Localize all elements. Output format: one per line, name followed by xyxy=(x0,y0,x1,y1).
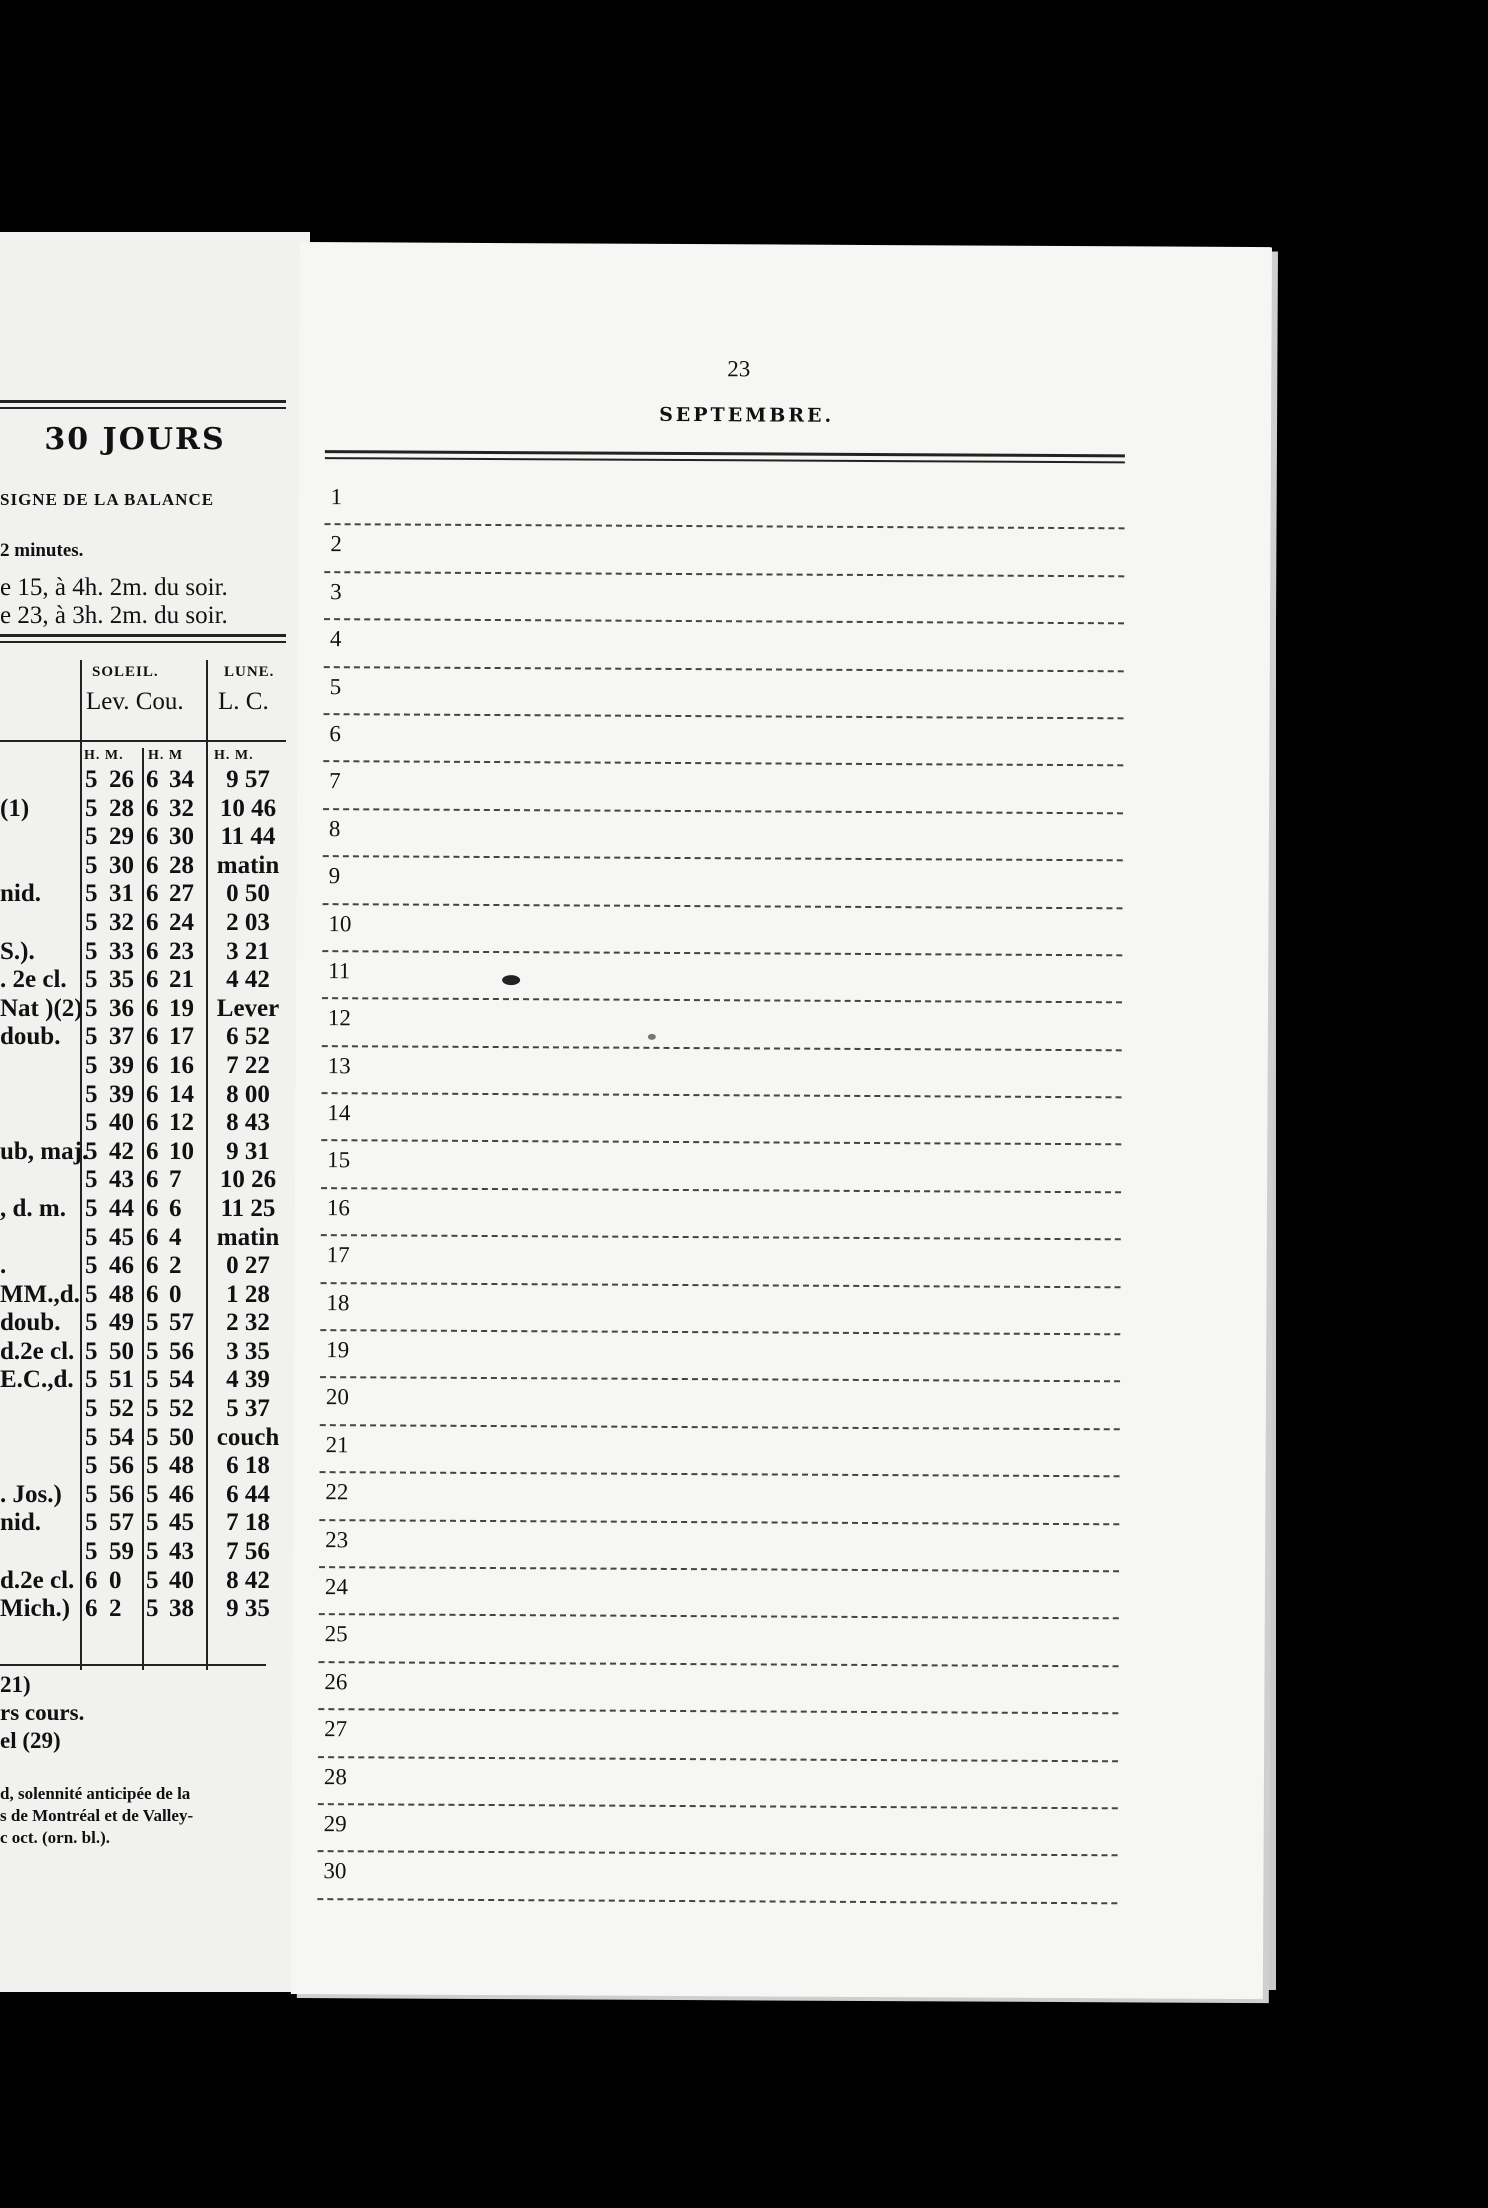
table-row xyxy=(0,995,290,1024)
rise-minute-cell: 31 xyxy=(109,880,134,908)
table-row xyxy=(0,1424,290,1453)
lc-header: L. C. xyxy=(218,688,269,715)
rise-minute-cell: 44 xyxy=(109,1194,134,1222)
table-row xyxy=(0,1281,290,1310)
right-page xyxy=(291,242,1272,1999)
set-minute-cell: 7 xyxy=(169,1166,182,1194)
rise-hour-cell: 5 xyxy=(85,1366,98,1394)
minutes-note: 2 minutes. xyxy=(0,540,84,561)
day-line xyxy=(320,1379,1120,1431)
set-minute-cell: 16 xyxy=(169,1051,194,1079)
set-hour-cell: 6 xyxy=(146,1137,159,1165)
rise-minute-cell: 43 xyxy=(109,1166,134,1194)
day-number: 17 xyxy=(326,1242,350,1268)
page-number: 23 xyxy=(727,356,751,382)
moon-cell: 7 56 xyxy=(226,1538,270,1566)
set-minute-cell: 34 xyxy=(169,766,194,793)
rise-minute-cell: 39 xyxy=(109,1051,134,1079)
day-number: 18 xyxy=(326,1289,350,1315)
set-minute-cell: 50 xyxy=(169,1423,194,1451)
set-hour-cell: 6 xyxy=(146,1280,159,1308)
table-row xyxy=(0,1509,290,1538)
rise-hour-cell: 5 xyxy=(85,794,98,822)
moon-cell: 8 00 xyxy=(226,1080,270,1108)
day-line xyxy=(319,1473,1119,1525)
day-number: 12 xyxy=(327,1005,352,1031)
set-minute-cell: 0 xyxy=(169,1280,182,1308)
rise-minute-cell: 45 xyxy=(109,1223,134,1251)
table-row xyxy=(0,1395,290,1424)
moon-cell: 3 21 xyxy=(226,937,270,965)
moon-cell: 2 03 xyxy=(226,908,270,936)
moon-cell: 4 42 xyxy=(226,966,270,994)
set-hour-cell: 5 xyxy=(146,1480,159,1508)
moon-cell: 0 27 xyxy=(226,1252,270,1280)
table-row xyxy=(0,909,290,938)
feast-cell: Nat )(2) xyxy=(0,994,83,1022)
day-line xyxy=(321,1094,1121,1146)
day-line xyxy=(323,762,1123,814)
day-number: 10 xyxy=(328,910,352,936)
moon-cell: 11 25 xyxy=(220,1194,276,1222)
month-title: 30 JOURS xyxy=(44,422,226,457)
moon-cell: 6 44 xyxy=(226,1480,270,1508)
rise-hour-cell: 5 xyxy=(85,1280,98,1308)
set-hour-cell: 6 xyxy=(146,994,159,1022)
set-hour-cell: 6 xyxy=(146,823,159,851)
day-line xyxy=(320,1331,1120,1383)
moon-cell: 7 18 xyxy=(226,1509,270,1537)
feast-cell: E.C.,d. xyxy=(0,1366,74,1394)
day-number: 4 xyxy=(329,626,342,652)
feast-cell: Mich.) xyxy=(0,1595,71,1623)
header-rule xyxy=(0,634,286,643)
set-minute-cell: 48 xyxy=(169,1452,194,1480)
set-hour-cell: 6 xyxy=(146,937,159,965)
rise-minute-cell: 2 xyxy=(109,1595,122,1623)
feast-cell: doub. xyxy=(0,1023,61,1051)
rise-hour-cell: 5 xyxy=(85,823,98,851)
lev-units: H. M. xyxy=(84,748,124,763)
rise-minute-cell: 46 xyxy=(109,1252,134,1280)
set-minute-cell: 21 xyxy=(169,966,194,994)
set-hour-cell: 6 xyxy=(146,1252,159,1280)
set-minute-cell: 46 xyxy=(169,1480,194,1508)
set-hour-cell: 5 xyxy=(146,1366,159,1394)
rise-hour-cell: 5 xyxy=(85,994,98,1022)
day-number: 2 xyxy=(330,531,342,557)
moon-cell: 10 26 xyxy=(219,1166,277,1194)
moon-cell: 8 43 xyxy=(226,1109,270,1137)
rise-hour-cell: 5 xyxy=(85,1080,98,1108)
table-row xyxy=(0,938,290,967)
day-line xyxy=(322,999,1122,1051)
day-number: 3 xyxy=(330,578,342,605)
rise-minute-cell: 59 xyxy=(109,1538,134,1566)
day-number: 29 xyxy=(323,1811,347,1837)
rise-minute-cell: 35 xyxy=(109,966,134,994)
note-line-1: d, solennité anticipée de la xyxy=(0,1784,191,1803)
set-minute-cell: 30 xyxy=(169,823,194,851)
rise-minute-cell: 49 xyxy=(109,1309,134,1337)
table-row xyxy=(0,795,290,824)
set-minute-cell: 4 xyxy=(169,1223,182,1251)
moon-cell: 2 32 xyxy=(226,1309,270,1337)
day-lines xyxy=(317,478,1124,1904)
feast-cell: doub. xyxy=(0,1309,61,1337)
day-line xyxy=(322,952,1122,1004)
lune-units: H. M. xyxy=(214,748,254,763)
moon-cell: 4 39 xyxy=(226,1366,270,1394)
moon-cell: 9 57 xyxy=(226,766,270,793)
set-minute-cell: 27 xyxy=(169,880,194,908)
rise-minute-cell: 56 xyxy=(109,1480,134,1508)
table-row xyxy=(0,852,290,881)
day-line xyxy=(324,573,1124,625)
moon-cell: 9 31 xyxy=(226,1137,270,1165)
lev-cou-header: Lev. Cou. xyxy=(86,688,184,715)
rise-hour-cell: 5 xyxy=(85,1137,98,1165)
set-hour-cell: 6 xyxy=(146,966,159,994)
day-number: 22 xyxy=(325,1479,349,1505)
feast-cell: , d. m. xyxy=(0,1194,66,1222)
rise-hour-cell: 5 xyxy=(85,1023,98,1051)
rise-hour-cell: 5 xyxy=(85,966,98,994)
day-number: 1 xyxy=(330,484,343,510)
day-line xyxy=(322,1047,1122,1099)
rise-hour-cell: 5 xyxy=(85,908,98,936)
month-heading: SEPTEMBRE. xyxy=(659,403,835,427)
feast-cell: d.2e cl. xyxy=(0,1337,75,1365)
rise-hour-cell: 5 xyxy=(85,1194,98,1222)
day-line xyxy=(324,526,1124,578)
set-minute-cell: 52 xyxy=(169,1395,194,1423)
table-row xyxy=(0,1109,290,1138)
feast-cell: ub, maj. xyxy=(0,1137,89,1165)
moon-cell: 10 46 xyxy=(219,794,277,822)
feast-cell: . xyxy=(0,1252,7,1280)
rise-hour-cell: 5 xyxy=(85,1395,98,1423)
zodiac-sign: SIGNE DE LA BALANCE xyxy=(0,490,215,509)
day-number: 13 xyxy=(327,1052,351,1078)
set-minute-cell: 54 xyxy=(169,1366,194,1394)
rise-hour-cell: 5 xyxy=(85,1252,98,1280)
day-number: 24 xyxy=(324,1574,349,1600)
rise-hour-cell: 5 xyxy=(85,1423,98,1451)
day-line xyxy=(324,668,1124,720)
rise-minute-cell: 30 xyxy=(109,851,134,879)
table-row xyxy=(0,1224,290,1253)
set-minute-cell: 2 xyxy=(169,1252,182,1280)
set-hour-cell: 6 xyxy=(146,1223,159,1251)
set-minute-cell: 14 xyxy=(169,1080,194,1108)
moon-cell: matin xyxy=(216,1223,280,1251)
day-number: 5 xyxy=(329,673,342,699)
day-line xyxy=(321,1142,1121,1194)
set-hour-cell: 6 xyxy=(146,1051,159,1079)
set-hour-cell: 6 xyxy=(146,880,159,908)
rise-minute-cell: 48 xyxy=(109,1280,134,1308)
title-rule xyxy=(0,400,286,409)
moon-cell: Lever xyxy=(216,994,280,1022)
rise-hour-cell: 5 xyxy=(85,1538,98,1566)
table-row xyxy=(0,1567,290,1596)
table-row xyxy=(0,1452,290,1481)
day-line xyxy=(318,1758,1118,1810)
rise-minute-cell: 32 xyxy=(109,908,134,936)
rise-hour-cell: 5 xyxy=(85,1109,98,1137)
set-minute-cell: 56 xyxy=(169,1337,194,1365)
set-minute-cell: 19 xyxy=(169,994,194,1022)
feast-cell: S.). xyxy=(0,937,35,965)
set-minute-cell: 45 xyxy=(169,1509,194,1537)
day-line xyxy=(325,478,1125,530)
table-row xyxy=(0,880,290,909)
rise-minute-cell: 52 xyxy=(109,1395,134,1423)
day-line xyxy=(319,1615,1119,1667)
set-hour-cell: 6 xyxy=(146,1194,159,1222)
set-minute-cell: 12 xyxy=(169,1109,194,1137)
lune-header: LUNE. xyxy=(224,664,275,680)
day-line xyxy=(318,1805,1118,1857)
rise-minute-cell: 37 xyxy=(109,1023,134,1051)
day-number: 15 xyxy=(327,1147,351,1173)
day-number: 20 xyxy=(325,1384,350,1410)
rise-hour-cell: 5 xyxy=(85,851,98,879)
day-number: 11 xyxy=(328,958,351,984)
day-line xyxy=(323,810,1123,862)
rise-hour-cell: 5 xyxy=(85,1166,98,1194)
moon-cell: couch xyxy=(216,1423,280,1451)
feast-cell: (1) xyxy=(0,794,30,822)
table-row xyxy=(0,1023,290,1052)
set-hour-cell: 6 xyxy=(146,1109,159,1137)
table-row xyxy=(0,1138,290,1167)
day-line xyxy=(321,1236,1121,1288)
table-row xyxy=(0,1166,290,1195)
table-row xyxy=(0,1195,290,1224)
moon-cell: 7 22 xyxy=(226,1051,270,1079)
ink-speck xyxy=(502,975,520,985)
day-number: 16 xyxy=(326,1195,351,1221)
left-page xyxy=(0,232,310,1992)
rise-minute-cell: 33 xyxy=(109,937,134,965)
footer-rule xyxy=(0,1664,266,1666)
set-minute-cell: 28 xyxy=(169,851,194,879)
rise-minute-cell: 40 xyxy=(109,1109,134,1137)
rise-minute-cell: 56 xyxy=(109,1452,134,1480)
rise-minute-cell: 0 xyxy=(109,1566,122,1594)
footnote-3: el (29) xyxy=(0,1728,61,1753)
rise-minute-cell: 57 xyxy=(109,1509,134,1537)
set-hour-cell: 5 xyxy=(146,1395,159,1423)
set-hour-cell: 6 xyxy=(146,908,159,936)
rise-hour-cell: 5 xyxy=(85,880,98,908)
moon-phase-line-2: e 23, à 3h. 2m. du soir. xyxy=(0,602,228,629)
day-number: 19 xyxy=(326,1337,350,1363)
rise-hour-cell: 5 xyxy=(85,1051,98,1079)
feast-cell: nid. xyxy=(0,1509,42,1537)
table-rows xyxy=(0,766,290,1624)
moon-cell: 6 18 xyxy=(226,1452,270,1480)
heading-rule xyxy=(325,450,1125,463)
header-underline xyxy=(0,740,286,742)
feast-cell: . Jos.) xyxy=(0,1480,62,1508)
feast-cell: MM.,d. xyxy=(0,1280,80,1308)
rise-minute-cell: 39 xyxy=(109,1080,134,1108)
feast-cell: nid. xyxy=(0,880,42,908)
moon-cell: 11 44 xyxy=(220,823,276,851)
moon-cell: 3 35 xyxy=(226,1337,270,1365)
rise-minute-cell: 42 xyxy=(109,1137,134,1165)
set-minute-cell: 24 xyxy=(169,908,194,936)
day-number: 9 xyxy=(328,863,341,889)
day-line xyxy=(323,857,1123,909)
day-number: 28 xyxy=(323,1763,348,1789)
moon-cell: matin xyxy=(216,851,280,879)
day-line xyxy=(318,1710,1118,1762)
day-number: 21 xyxy=(325,1431,349,1458)
rise-hour-cell: 6 xyxy=(85,1595,98,1623)
set-minute-cell: 38 xyxy=(169,1595,194,1623)
table-row xyxy=(0,1052,290,1081)
cou-units: H. M xyxy=(148,748,184,763)
table-row xyxy=(0,1309,290,1338)
moon-cell: 5 37 xyxy=(226,1395,270,1423)
set-hour-cell: 5 xyxy=(146,1538,159,1566)
footnote-2: rs cours. xyxy=(0,1700,85,1725)
day-number: 6 xyxy=(329,721,341,747)
soleil-header: SOLEIL. xyxy=(92,664,159,680)
set-minute-cell: 10 xyxy=(169,1137,194,1165)
set-hour-cell: 5 xyxy=(146,1337,159,1365)
moon-cell: 6 52 xyxy=(226,1023,270,1051)
day-line xyxy=(322,905,1122,957)
set-hour-cell: 5 xyxy=(146,1452,159,1480)
table-row xyxy=(0,1595,290,1624)
rise-minute-cell: 29 xyxy=(109,823,134,851)
set-minute-cell: 32 xyxy=(169,794,194,822)
day-number: 7 xyxy=(329,768,341,794)
set-hour-cell: 6 xyxy=(146,851,159,879)
day-line xyxy=(317,1852,1117,1904)
set-hour-cell: 5 xyxy=(146,1595,159,1623)
footnote-1: 21) xyxy=(0,1672,31,1697)
set-minute-cell: 6 xyxy=(169,1194,182,1222)
rise-hour-cell: 5 xyxy=(85,766,98,793)
table-row xyxy=(0,766,290,795)
rise-minute-cell: 28 xyxy=(109,794,134,822)
note-line-2: s de Montréal et de Valley- xyxy=(0,1806,194,1825)
set-hour-cell: 5 xyxy=(146,1509,159,1537)
moon-cell: 1 28 xyxy=(226,1280,270,1308)
set-minute-cell: 17 xyxy=(169,1023,194,1051)
rise-hour-cell: 5 xyxy=(85,1223,98,1251)
rise-hour-cell: 5 xyxy=(85,1480,98,1508)
note-line-3: c oct. (orn. bl.). xyxy=(0,1828,111,1847)
table-row xyxy=(0,1081,290,1110)
rise-minute-cell: 51 xyxy=(109,1366,134,1394)
rise-hour-cell: 5 xyxy=(85,1452,98,1480)
moon-cell: 8 42 xyxy=(226,1566,270,1594)
day-line xyxy=(324,620,1124,672)
set-hour-cell: 6 xyxy=(146,766,159,793)
rise-minute-cell: 36 xyxy=(109,994,134,1022)
day-line xyxy=(320,1284,1120,1336)
set-hour-cell: 6 xyxy=(146,1080,159,1108)
table-row xyxy=(0,966,290,995)
moon-cell: 0 50 xyxy=(226,880,270,908)
ink-speck xyxy=(648,1034,656,1040)
moon-cell: 9 35 xyxy=(226,1595,270,1623)
table-row xyxy=(0,1252,290,1281)
set-minute-cell: 23 xyxy=(169,937,194,965)
set-hour-cell: 6 xyxy=(146,1166,159,1194)
set-minute-cell: 43 xyxy=(169,1538,194,1566)
day-line xyxy=(321,1189,1121,1241)
table-row xyxy=(0,823,290,852)
day-number: 23 xyxy=(325,1526,349,1552)
day-line xyxy=(318,1663,1118,1715)
set-hour-cell: 6 xyxy=(146,794,159,822)
day-number: 26 xyxy=(324,1668,348,1695)
table-row xyxy=(0,1538,290,1567)
rise-minute-cell: 26 xyxy=(109,766,134,793)
rise-minute-cell: 54 xyxy=(109,1423,134,1451)
set-minute-cell: 40 xyxy=(169,1566,194,1594)
day-number: 25 xyxy=(324,1621,348,1647)
rise-hour-cell: 5 xyxy=(85,1509,98,1537)
day-number: 8 xyxy=(328,815,341,841)
feast-cell: . 2e cl. xyxy=(0,966,67,994)
table-row xyxy=(0,1366,290,1395)
rise-hour-cell: 5 xyxy=(85,937,98,965)
set-hour-cell: 5 xyxy=(146,1566,159,1594)
day-number: 14 xyxy=(327,1100,351,1126)
day-line xyxy=(323,715,1123,767)
moon-phase-line-1: e 15, à 4h. 2m. du soir. xyxy=(0,574,228,601)
day-number: 27 xyxy=(324,1716,348,1742)
day-number: 30 xyxy=(323,1858,347,1884)
rise-hour-cell: 6 xyxy=(85,1566,98,1594)
day-line xyxy=(319,1568,1119,1620)
set-hour-cell: 5 xyxy=(146,1309,159,1337)
day-line xyxy=(320,1426,1120,1478)
feast-cell: d.2e cl. xyxy=(0,1566,75,1594)
rise-hour-cell: 5 xyxy=(85,1337,98,1365)
set-hour-cell: 6 xyxy=(146,1023,159,1051)
set-minute-cell: 57 xyxy=(169,1309,194,1337)
rise-minute-cell: 50 xyxy=(109,1337,134,1365)
table-row xyxy=(0,1481,290,1510)
day-line xyxy=(319,1521,1119,1573)
set-hour-cell: 5 xyxy=(146,1423,159,1451)
rise-hour-cell: 5 xyxy=(85,1309,98,1337)
table-row xyxy=(0,1338,290,1367)
